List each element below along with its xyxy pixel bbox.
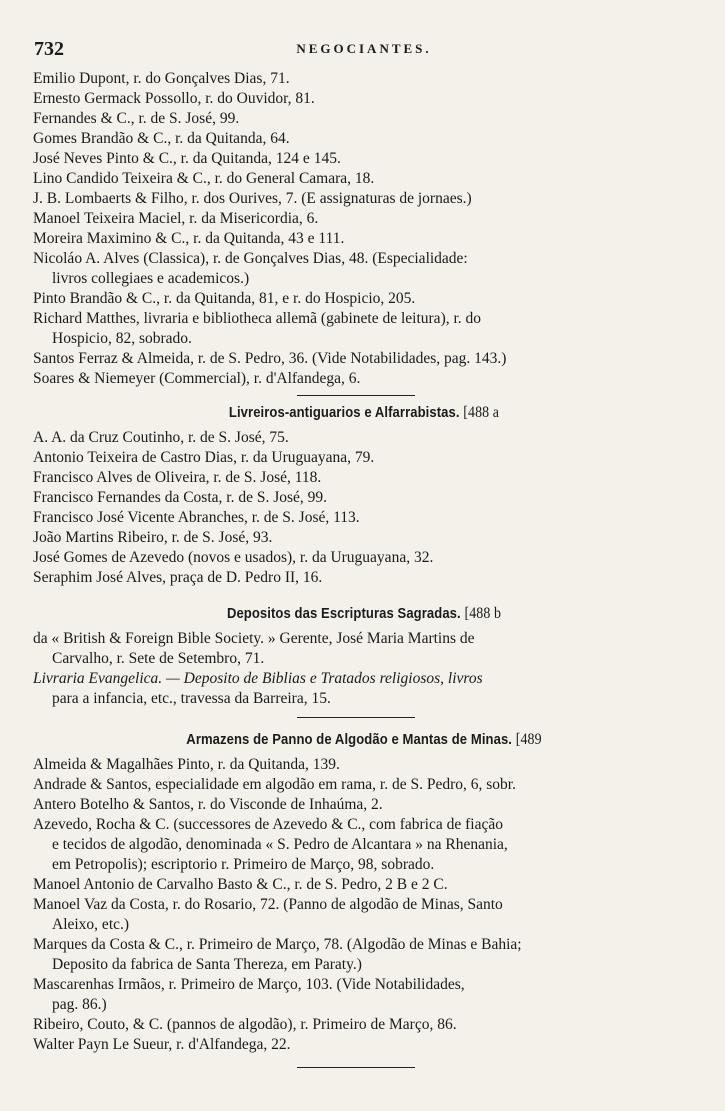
list-item: Marques da Costa & C., r. Primeiro de Março, 78. (Algodão de Minas e Bahia; — [33, 936, 522, 953]
list-item: Andrade & Santos, especialidade em algodão em rama, r. de S. Pedro, 6, sobr. — [33, 776, 516, 793]
section-heading — [66, 730, 662, 750]
list-item: Francisco Alves de Oliveira, r. de S. José, 118. — [33, 469, 322, 486]
running-title: NEGOCIANTES. — [296, 41, 432, 56]
list-item: Azevedo, Rocha & C. (successores de Azevedo & C., com fabrica de fiação — [33, 816, 503, 833]
section-divider — [297, 395, 415, 396]
list-item-continuation: Carvalho, r. Sete de Setembro, 71. — [52, 650, 265, 667]
section-heading-ref: [489 — [515, 731, 542, 748]
list-item: Seraphim José Alves, praça de D. Pedro II, 16. — [33, 569, 323, 586]
list-item-continuation: Deposito da fabrica de Santa Thereza, em Paraty.) — [52, 956, 362, 973]
section-heading-ref: [488 a — [463, 404, 500, 421]
list-item: Manoel Teixeira Maciel, r. da Misericordia, 6. — [33, 210, 319, 227]
list-item-continuation: Hospicio, 82, sobrado. — [52, 330, 192, 347]
list-item: Antonio Teixeira de Castro Dias, r. da Uruguayana, 79. — [33, 449, 375, 466]
list-item: José Neves Pinto & C., r. da Quitanda, 124 e 145. — [33, 150, 341, 167]
list-item-continuation: pag. 86.) — [52, 996, 107, 1013]
list-item: Almeida & Magalhães Pinto, r. da Quitanda, 139. — [33, 756, 340, 773]
list-item: Ernesto Germack Possollo, r. do Ouvidor, 81. — [33, 90, 315, 107]
section-heading — [66, 604, 662, 624]
list-item: Manoel Vaz da Costa, r. do Rosario, 72. (Panno de algodão de Minas, Santo — [33, 896, 503, 913]
list-item: Pinto Brandão & C., r. da Quitanda, 81, e r. do Hospicio, 205. — [33, 290, 416, 307]
section-heading — [66, 403, 662, 423]
list-item: Antero Botelho & Santos, r. do Visconde de Inhaúma, 2. — [33, 796, 383, 813]
livraria-evangelica-name: Livraria Evangelica. — Deposito de Biblias e Tratados religiosos, livros — [33, 670, 483, 687]
section-heading-title: Armazens de Panno de Algodão e Mantas de Minas. — [186, 732, 513, 748]
list-item: Lino Candido Teixeira & C., r. do General Camara, 18. — [33, 170, 375, 187]
list-item: A. A. da Cruz Coutinho, r. de S. José, 75. — [33, 429, 289, 446]
list-item: Ribeiro, Couto, & C. (pannos de algodão), r. Primeiro de Março, 86. — [33, 1016, 457, 1033]
list-item: Manoel Antonio de Carvalho Basto & C., r. de S. Pedro, 2 B e 2 C. — [33, 876, 448, 893]
page-number: 732 — [34, 38, 64, 60]
list-item-continuation: e tecidos de algodão, denominada « S. Pedro de Alcantara » na Rhenania, — [52, 836, 508, 853]
list-item: João Martins Ribeiro, r. de S. José, 93. — [33, 529, 273, 546]
page-header — [34, 38, 694, 64]
section-divider — [297, 717, 415, 718]
list-item: da « British & Foreign Bible Society. » Gerente, José Maria Martins de — [33, 630, 475, 647]
list-item: Emilio Dupont, r. do Gonçalves Dias, 71. — [33, 70, 290, 87]
list-item: Nicoláo A. Alves (Classica), r. de Gonçalves Dias, 48. (Especialidade: — [33, 250, 468, 267]
list-item: Moreira Maximino & C., r. da Quitanda, 43 e 111. — [33, 230, 345, 247]
section-heading-title: Depositos das Escripturas Sagradas. — [226, 606, 461, 622]
list-item-continuation: livros collegiaes e academicos.) — [52, 270, 250, 287]
section-divider — [297, 1067, 415, 1068]
list-item: J. B. Lombaerts & Filho, r. dos Ourives, 7. (E assignaturas de jornaes.) — [33, 190, 472, 207]
section-heading-title: Livreiros-antiguarios e Alfarrabistas. — [228, 405, 460, 421]
list-item-continuation: para a infancia, etc., travessa da Barreira, 15. — [52, 690, 331, 707]
list-item: Soares & Niemeyer (Commercial), r. d'Alfandega, 6. — [33, 370, 361, 387]
list-item: Santos Ferraz & Almeida, r. de S. Pedro, 36. (Vide Notabilidades, pag. 143.) — [33, 350, 507, 367]
list-item: Francisco Fernandes da Costa, r. de S. José, 99. — [33, 489, 328, 506]
list-item-continuation: em Petropolis); escriptorio r. Primeiro de Março, 98, sobrado. — [52, 856, 435, 873]
list-item: Francisco José Vicente Abranches, r. de S. José, 113. — [33, 509, 360, 526]
list-item — [33, 669, 695, 689]
list-item: Walter Payn Le Sueur, r. d'Alfandega, 22. — [33, 1036, 291, 1053]
list-item: Fernandes & C., r. de S. José, 99. — [33, 110, 240, 127]
section-heading-ref: [488 b — [464, 605, 502, 622]
list-item: Gomes Brandão & C., r. da Quitanda, 64. — [33, 130, 290, 147]
list-item: José Gomes de Azevedo (novos e usados), r. da Uruguayana, 32. — [33, 549, 434, 566]
list-item-continuation: Aleixo, etc.) — [52, 916, 130, 933]
list-item: Mascarenhas Irmãos, r. Primeiro de Março, 103. (Vide Notabilidades, — [33, 976, 465, 993]
list-item: Richard Matthes, livraria e bibliotheca allemã (gabinete de leitura), r. do — [33, 310, 482, 327]
